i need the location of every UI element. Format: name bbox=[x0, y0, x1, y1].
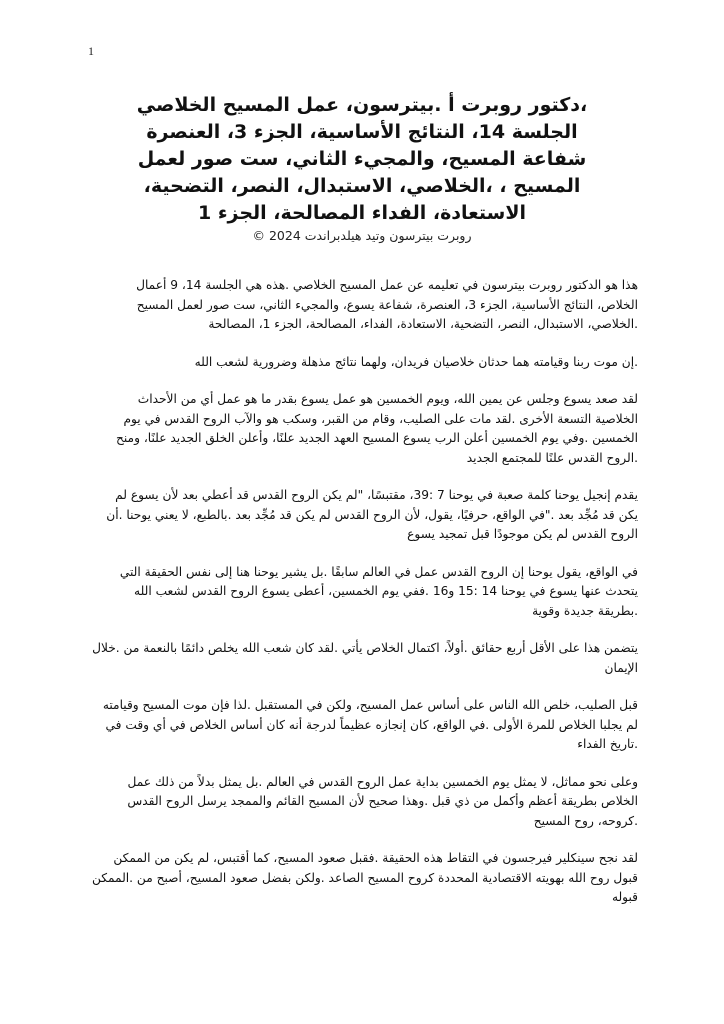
paragraph: قبل الصليب، خلص الله الناس على أساس عمل المسيح، ولكن في المستقبل .لذا فإن موت المسيح وقيامته لم يجلبا الخلاص للمرة الأولى .في الواقع، كان إنجازه عظيماً لدرجة أنه كان أساس الخلاص في أي وقت في .تاريخ الفداء bbox=[102, 698, 638, 751]
document-header bbox=[120, 92, 604, 244]
copyright-line: روبرت بيترسون وتيد هيلدبراندت 2024 © bbox=[252, 228, 472, 243]
paragraph: وعلى نحو مماثل، لا يمثل يوم الخمسين بداية عمل الروح القدس في العالم .بل يمثل بدلاً من ذلك عمل الخلاص بطريقة أعظم وأكمل من ذي قبل .وهذا صحيح لأن المسيح القائم والممجد يرسل الروح القدس .كروحه، روح المسيح bbox=[127, 774, 638, 828]
paragraph: يتضمن هذا على الأقل أربع حقائق .أولاً، اكتمال الخلاص يأتي .لقد كان شعب الله يخلص دائمًا بالنعمة من .خلال الإيمان bbox=[92, 641, 638, 675]
paragraph: لقد صعد يسوع وجلس عن يمين الله، ويوم الخمسين هو عمل يسوع بقدر ما هو عمل أي من الأحداث الخلاصية التسعة الأخرى .لقد مات على الصليب، وقام من القبر، وسكب هو والآب الروح القدس في يوم الخمسين .وفي يوم الخمسين أعلن الرب يسوع المسيح العهد الجديد علنًا، وأعلن الخلق الجديد علنًا، ومنح .الروح القدس علنًا للمجتمع الجديد bbox=[116, 392, 638, 465]
paragraph: في الواقع، يقول يوحنا إن الروح القدس عمل في العالم سابقًا .بل يشير يوحنا هنا إلى نفس الحقيقة التي يتحدث عنها يسوع في يوحنا 14 :15 و16 .ففي يوم الخمسين، أعطى يسوع الروح القدس لشعب الله .بطريقة جديدة وقوية bbox=[119, 564, 638, 618]
document-body bbox=[92, 276, 638, 926]
paragraph: .إن موت ربنا وقيامته هما حدثان خلاصيان فريدان، ولهما نتائج مذهلة وضرورية لشعب الله bbox=[194, 354, 638, 369]
paragraph: هذا هو الدكتور روبرت بيترسون في تعليمه عن عمل المسيح الخلاصي .هذه هي الجلسة 14، 9 أعمال الخلاص، النتائج الأساسية، الجزء 3، العنصرة، شفاعة يسوع، والمجيء الثاني، ست صور لعمل المسيح .الخلاصي، الاستبدال، النصر، التضحية، الاستعادة، الفداء، المصالحة، الجزء 1، المصالحة bbox=[136, 278, 638, 331]
page-number: 1 bbox=[88, 44, 94, 58]
document-title: ،دكتور روبرت أ .بيترسون، عمل المسيح الخلاصي الجلسة 14، النتائج الأساسية، الجزء 3، العنصرة شفاعة المسيح، والمجيء الثاني، ست صور لعمل المسيح ، ،الخلاصي، الاستبدال، النصر، التضحية، الاستعادة، الفداء المصالحة، الجزء 1 bbox=[136, 94, 588, 224]
paragraph: لقد نجح سينكلير فيرجسون في التقاط هذه الحقيقة .فقبل صعود المسيح، كما أقتبس، لم يكن من الممكن قبول روح الله بهويته الاقتصادية المحددة كروح المسيح الصاعد .ولكن بفضل صعود المسيح، أصبح من .الممكن قبوله bbox=[91, 851, 638, 904]
paragraph: يقدم إنجيل يوحنا كلمة صعبة في يوحنا 7 :39، مقتبسًا، "لم يكن الروح القدس قد أعطي بعد لأن يسوع لم يكن قد مُجِّد بعد ."في الواقع، حرفيًا، يقول، لأن الروح القدس لم يكن قد مُجِّد بعد .بالطبع، لا يعني يوحنا .أن الروح القدس لم يكن موجودًا قبل تمجيد يسوع bbox=[106, 488, 638, 541]
